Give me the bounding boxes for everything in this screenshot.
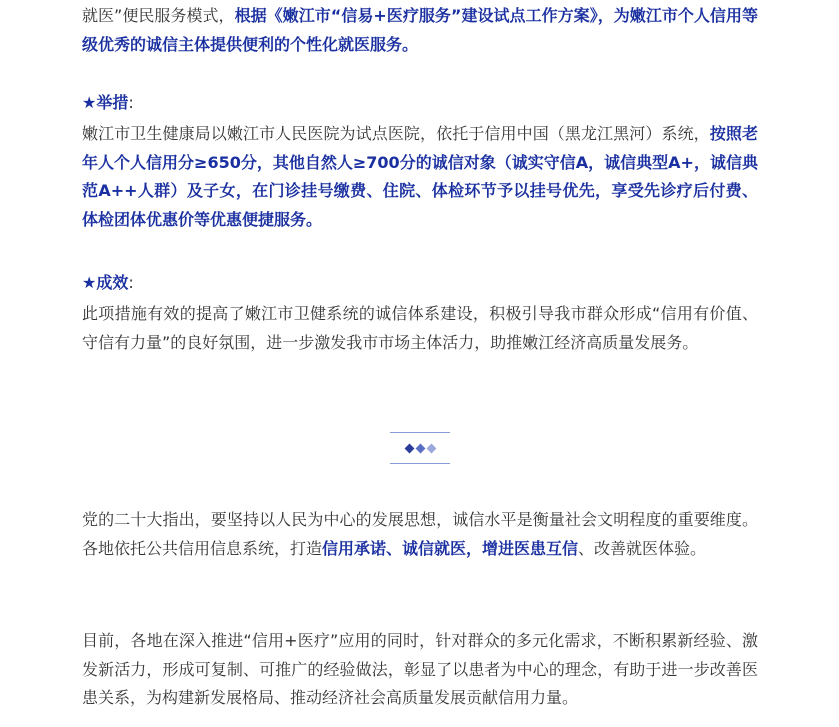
congress-paragraph <box>82 506 758 563</box>
diamond-icon <box>404 443 414 453</box>
intro-highlight: 根据《嫩江市“信易+医疗服务”建设试点工作方案》，为嫩江市个人信用等级优秀的诚信主体提供便利的个性化就医服务。 <box>82 6 758 54</box>
measures-highlight: 按照老年人个人信用分≥650分，其他自然人≥700分的诚信对象（诚实守信A，诚信典型A+，诚信典范A++人群）及子女，在门诊挂号缴费、住院、体检环节予以挂号优先，享受先诊疗后付费、体检团体优惠价等优惠便捷服务。 <box>82 124 758 229</box>
results-paragraph <box>82 300 758 357</box>
intro-text: 就医”便民服务模式， <box>82 6 235 25</box>
congress-text-end: 、改善就医体验。 <box>578 538 707 558</box>
diamond-icon <box>415 443 425 453</box>
results-colon: : <box>128 273 134 292</box>
measures-text: 嫩江市卫生健康局以嫩江市人民医院为试点医院，依托于信用中国（黑龙江黑河）系统， <box>82 124 710 143</box>
measures-paragraph <box>82 120 758 234</box>
intro-paragraph <box>82 2 758 59</box>
measures-heading-text: ★举措 <box>82 93 129 112</box>
congress-text: 党的二十大指出，要坚持以人民为中心的发展思想，诚信水平是衡量社会文明程度的重要维度。各地依托公共信用信息系统，打造 <box>82 510 758 558</box>
section-divider <box>390 432 450 464</box>
measures-colon: : <box>128 93 134 112</box>
current-paragraph <box>82 627 758 713</box>
results-heading <box>82 271 134 295</box>
results-heading-text: ★成效 <box>82 273 129 292</box>
current-text: 目前，各地在深入推进“信用+医疗”应用的同时，针对群众的多元化需求，不断积累新经验、激发新活力，形成可复制、可推广的经验做法，彰显了以患者为中心的理念，有助于进一步改善医患关系，为构建新发展格局、推动经济社会高质量发展贡献信用力量。 <box>82 631 758 707</box>
congress-highlight: 信用承诺、诚信就医，增进医患互信 <box>322 538 579 558</box>
measures-heading <box>82 91 134 115</box>
results-text: 此项措施有效的提高了嫩江市卫健系统的诚信体系建设，积极引导我市群众形成“信用有价值、守信有力量”的良好氛围，进一步激发我市市场主体活力，助推嫩江经济高质量发展务。 <box>82 304 758 352</box>
diamond-icon <box>426 443 436 453</box>
